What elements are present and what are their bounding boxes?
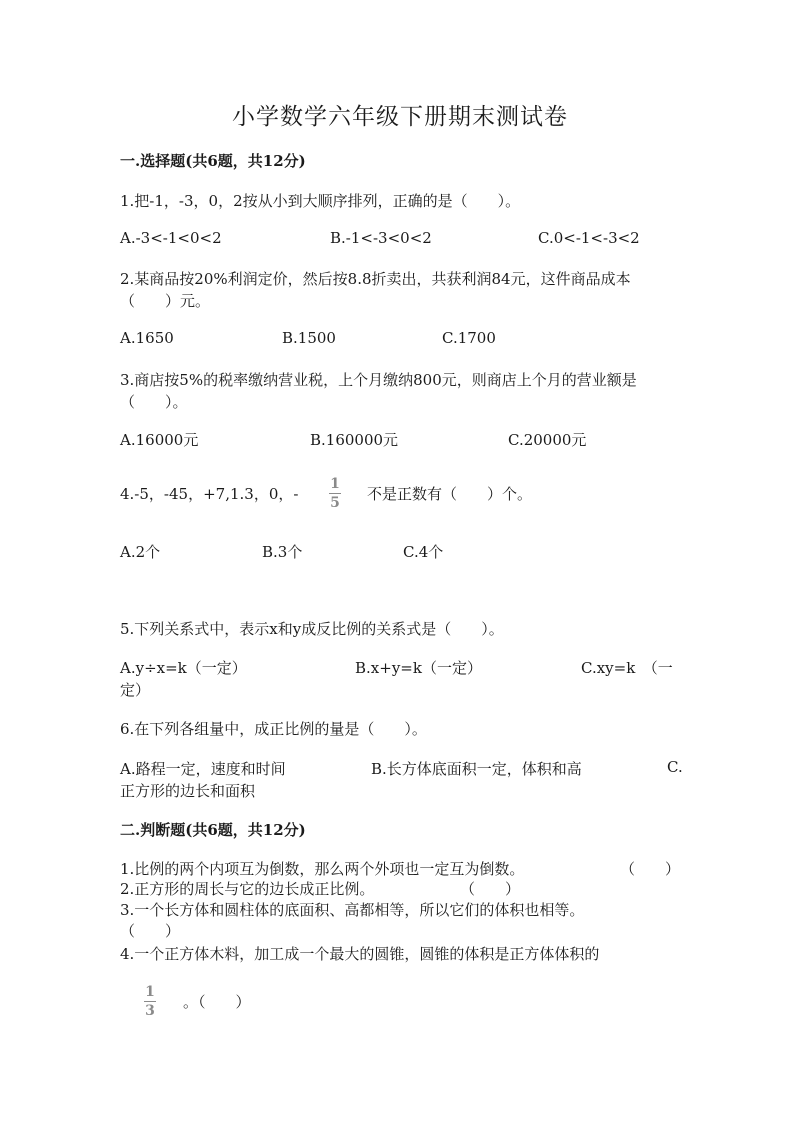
q6-option-a: A.路程一定，速度和时间 xyxy=(120,760,286,778)
judgment-3-answer-blank: （ ） xyxy=(120,922,181,940)
j4-fraction xyxy=(144,984,156,1019)
q5-option-a: A.y÷x=k（一定） xyxy=(120,659,247,677)
q4-fraction-bar xyxy=(329,493,341,494)
q5-option-c: C.xy=k （一 xyxy=(581,659,673,677)
q4-option-a: A.2个 xyxy=(120,543,161,561)
question-5: 5.下列关系式中，表示x和y成反比例的关系式是（ ）。 xyxy=(120,620,504,638)
q3-option-a: A.16000元 xyxy=(120,431,199,449)
section-heading-judgment: 二.判断题(共6题，共12分) xyxy=(120,821,306,839)
q4-fraction-denominator: 5 xyxy=(330,495,340,511)
q6-option-c-continued: 正方形的边长和面积 xyxy=(120,782,256,800)
q4-option-b: B.3个 xyxy=(262,543,303,561)
judgment-3: 3.一个长方体和圆柱体的底面积、高都相等，所以它们的体积也相等。 xyxy=(120,901,585,919)
judgment-4: 4.一个正方体木料，加工成一个最大的圆锥，圆锥的体积是正方体体积的 xyxy=(120,945,600,963)
judgment-2-answer-blank: （ ） xyxy=(460,880,521,898)
question-4-text: 4.-5，-45，+7,1.3，0，- xyxy=(120,485,299,503)
question-3-line2: （ ）。 xyxy=(120,393,188,411)
q2-option-c: C.1700 xyxy=(442,329,496,347)
j4-fraction-numerator: 1 xyxy=(145,984,155,1000)
question-2-line2: （ ）元。 xyxy=(120,292,211,310)
q2-option-a: A.1650 xyxy=(120,329,174,347)
q2-option-b: B.1500 xyxy=(282,329,336,347)
q4-fraction-numerator: 1 xyxy=(330,476,340,492)
q3-option-b: B.160000元 xyxy=(310,431,399,449)
page-title: 小学数学六年级下册期末测试卷 xyxy=(232,104,568,130)
q6-option-b: B.长方体底面积一定，体积和高 xyxy=(371,760,582,778)
q4-option-c: C.4个 xyxy=(403,543,444,561)
question-6: 6.在下列各组量中，成正比例的量是（ ）。 xyxy=(120,720,427,738)
q6-option-c: C. xyxy=(667,758,683,776)
judgment-1: 1.比例的两个内项互为倒数，那么两个外项也一定互为倒数。 xyxy=(120,860,525,878)
judgment-1-answer-blank: （ ） xyxy=(620,860,681,878)
j4-fraction-denominator: 3 xyxy=(145,1003,155,1019)
judgment-4-answer-blank: 。（ ） xyxy=(183,993,251,1011)
judgment-2: 2.正方形的周长与它的边长成正比例。 xyxy=(120,880,375,898)
question-3-line1: 3.商店按5%的税率缴纳营业税，上个月缴纳800元，则商店上个月的营业额是 xyxy=(120,371,637,389)
q5-option-c-continued: 定） xyxy=(120,681,151,699)
q4-fraction xyxy=(329,476,341,511)
question-2-line1: 2.某商品按20%利润定价，然后按8.8折卖出，共获利润84元，这件商品成本 xyxy=(120,270,631,288)
q1-option-b: B.-1<-3<0<2 xyxy=(330,229,432,247)
question-1: 1.把-1，-3，0，2按从小到大顺序排列，正确的是（ ）。 xyxy=(120,192,521,210)
q1-option-a: A.-3<-1<0<2 xyxy=(120,229,222,247)
q3-option-c: C.20000元 xyxy=(508,431,587,449)
q1-option-c: C.0<-1<-3<2 xyxy=(538,229,640,247)
question-4-text-after: 不是正数有（ ）个。 xyxy=(367,485,533,503)
section-heading-choice: 一.选择题(共6题，共12分) xyxy=(120,152,306,170)
q5-option-b: B.x+y=k（一定） xyxy=(355,659,482,677)
j4-fraction-bar xyxy=(144,1001,156,1002)
